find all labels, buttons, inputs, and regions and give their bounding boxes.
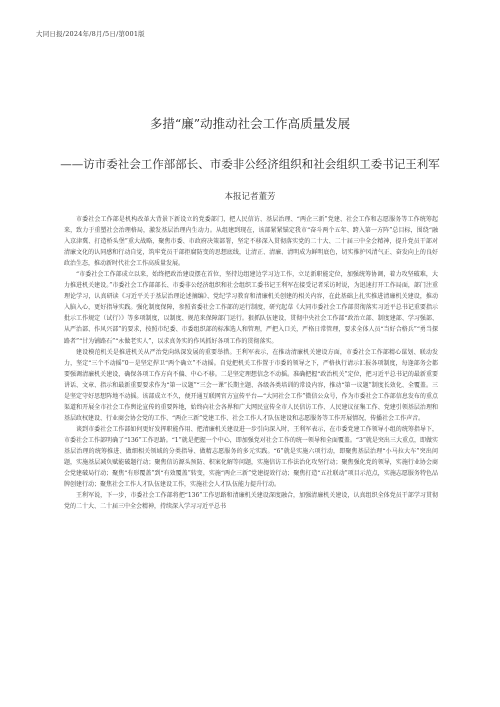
- subheadline: ——访市委社会工作部部长、市委非公经济组织和社会组织工委书记王利军: [60, 157, 440, 171]
- article-body: [64, 214, 438, 512]
- paragraph: 市委社会工作部是机构改革大背景下新设立的党委部门，把人民信访、基层治理、“两企三新”党建、社会工作和志愿服务等工作统筹起来，致力于重塑社会治理格局，激发基层治理内生动力。从组建到现在，该部紧紧锚定我市“奋斗两个五年、跨入第一方阵”总目标，围绕“融入京津冀、打造桥头堡”重大战略，聚焦市委、市政府决策部署，坚定不移深入贯彻落实党的二十大、二十届三中全会精神，提升党员干部对清廉文化的认同感和行动自觉，筑牢党员干部拒腐防变的思想底线，让清正、清廉、清明成为鲜明底色，切实推护风清气正、奋发向上的良好政治生态，推动新时代社会工作高质量发展。: [64, 216, 438, 268]
- paragraph: “市委社会工作部成立以来，始终把政治建设摆在首位，坚持边组建边学习边工作，立足新职能定位，加强统筹协调，着力攻坚破难，大力推进机关建设。”市委社会工作部部长、市委非公经济组织和社会组织工委书记王利军在接受记者采访时说，为迅速打开工作局面，部门注重理论学习，认真研读《习近平关于基层治理论述摘编》、党纪学习教育和清廉机关创建的相关内容，在此基础上扎实推进清廉机关建设，推动入脑入心，更好指导实践。强化制度保障，参照省委社会工作部的运行制度，研究起草《大同市委社会工作部贯彻落实习近平总书记重要指示批示工作规定（试行）》等多项制度，以制度、规范来保障部门运行。狠抓队伍建设，贯彻中央社会工作部“政治立部、制度建部、学习强部、从严治部、作风兴部”的要求，按照市纪委、市委组织部的标准选人和管理，严把入口关，严格日常管理，要求全体人员“当好合格兵”“勇当探路者”“甘为铺路石”“永做老实人”，以求真务实的作风抓好各项工作的贯彻落实。: [64, 271, 438, 345]
- paragraph: 王利军说，下一步，市委社会工作部将把“136”工作思路和清廉机关建设深度融合，加强清廉机关建设，认真组织全体党员干部学习贯彻党的二十大、二十届三中全会精神，持续深入学习习近平总书: [64, 492, 438, 511]
- source-line: 大同日报/2024年/8月/5日/第001版: [36, 30, 145, 38]
- byline: 本报记者董芳: [224, 192, 276, 202]
- paragraph: 建设模范机关是推进机关从严治党向纵深发展的重要举措。王利军表示，在推动清廉机关建设方面，市委社会工作部精心谋划、联动发力，坚定“三个不动摇”0－是坚定捍卫“两个确立”不动摇。自觉把机关工作置于市委的领导之下，严格执行请示汇报各项制度，每逢部务会都要强调清廉机关建设，确保各项工作方向不偏、中心不移。二是坚定理想信念不动摇。准确把握“政治机关”定位，把习近平总书记的最新重要讲话、文章、指示和最新重要要求作为“第一议题”“三会一课”长期主题、各级各类培训的常设内容，推动“第一议题”制度长效化、全覆盖。三是坚定守好思想阵地不动摇。该部成立不久，便开通互联网官方宣传平台—“大同社会工作”微信公众号，作为市委社会工作部信息发布的重点渠道和开展全市社会工作舆论宣传的重要阵地，始终向社会各界和广大网民宣传全市人民信访工作、人民建议征集工作、党建引领基层治理和基层政权建设、行业商会协会党的工作、“两企三新”党建工作、社会工作人才队伍建设和志愿服务等工作开展情况，传播社会工作声音。: [64, 348, 438, 422]
- paragraph: 谈到市委社会工作部如何更好发挥职能作用、把清廉机关建设进一步引向深入时，王利军表示，在市委党建工作领导小组的统筹指导下，市委社会工作部明确了“136”工作思路。“1”就是把握一个中心，即加强党对社会工作的统一领导和全面覆盖。“3”就是突出三大重点，即做实基层治理的统筹推进、做细相关领域的分类指导、做精志愿服务的多元实践。“6”就是实施六项行动，即聚焦基层治理“小马拉大车”突出问题，实施基层减负赋能破题行动；聚焦信访源头预防、积案化解等问题，实施信访工作法治化攻坚行动；聚焦强化党的领导，实施行业协会商会党建破局行动；聚焦“有形覆盖”到“有效覆盖”转变，实施“两企三新”党建提效行动；聚焦打造“五社联动”项目示范点，实施志愿服务特色品牌创建行动；聚焦社会工作人才队伍建设工作，实施社会人才队伍能力提升行动。: [64, 425, 438, 489]
- headline: 多措“廉”动推动社会工作高质量发展: [149, 116, 351, 131]
